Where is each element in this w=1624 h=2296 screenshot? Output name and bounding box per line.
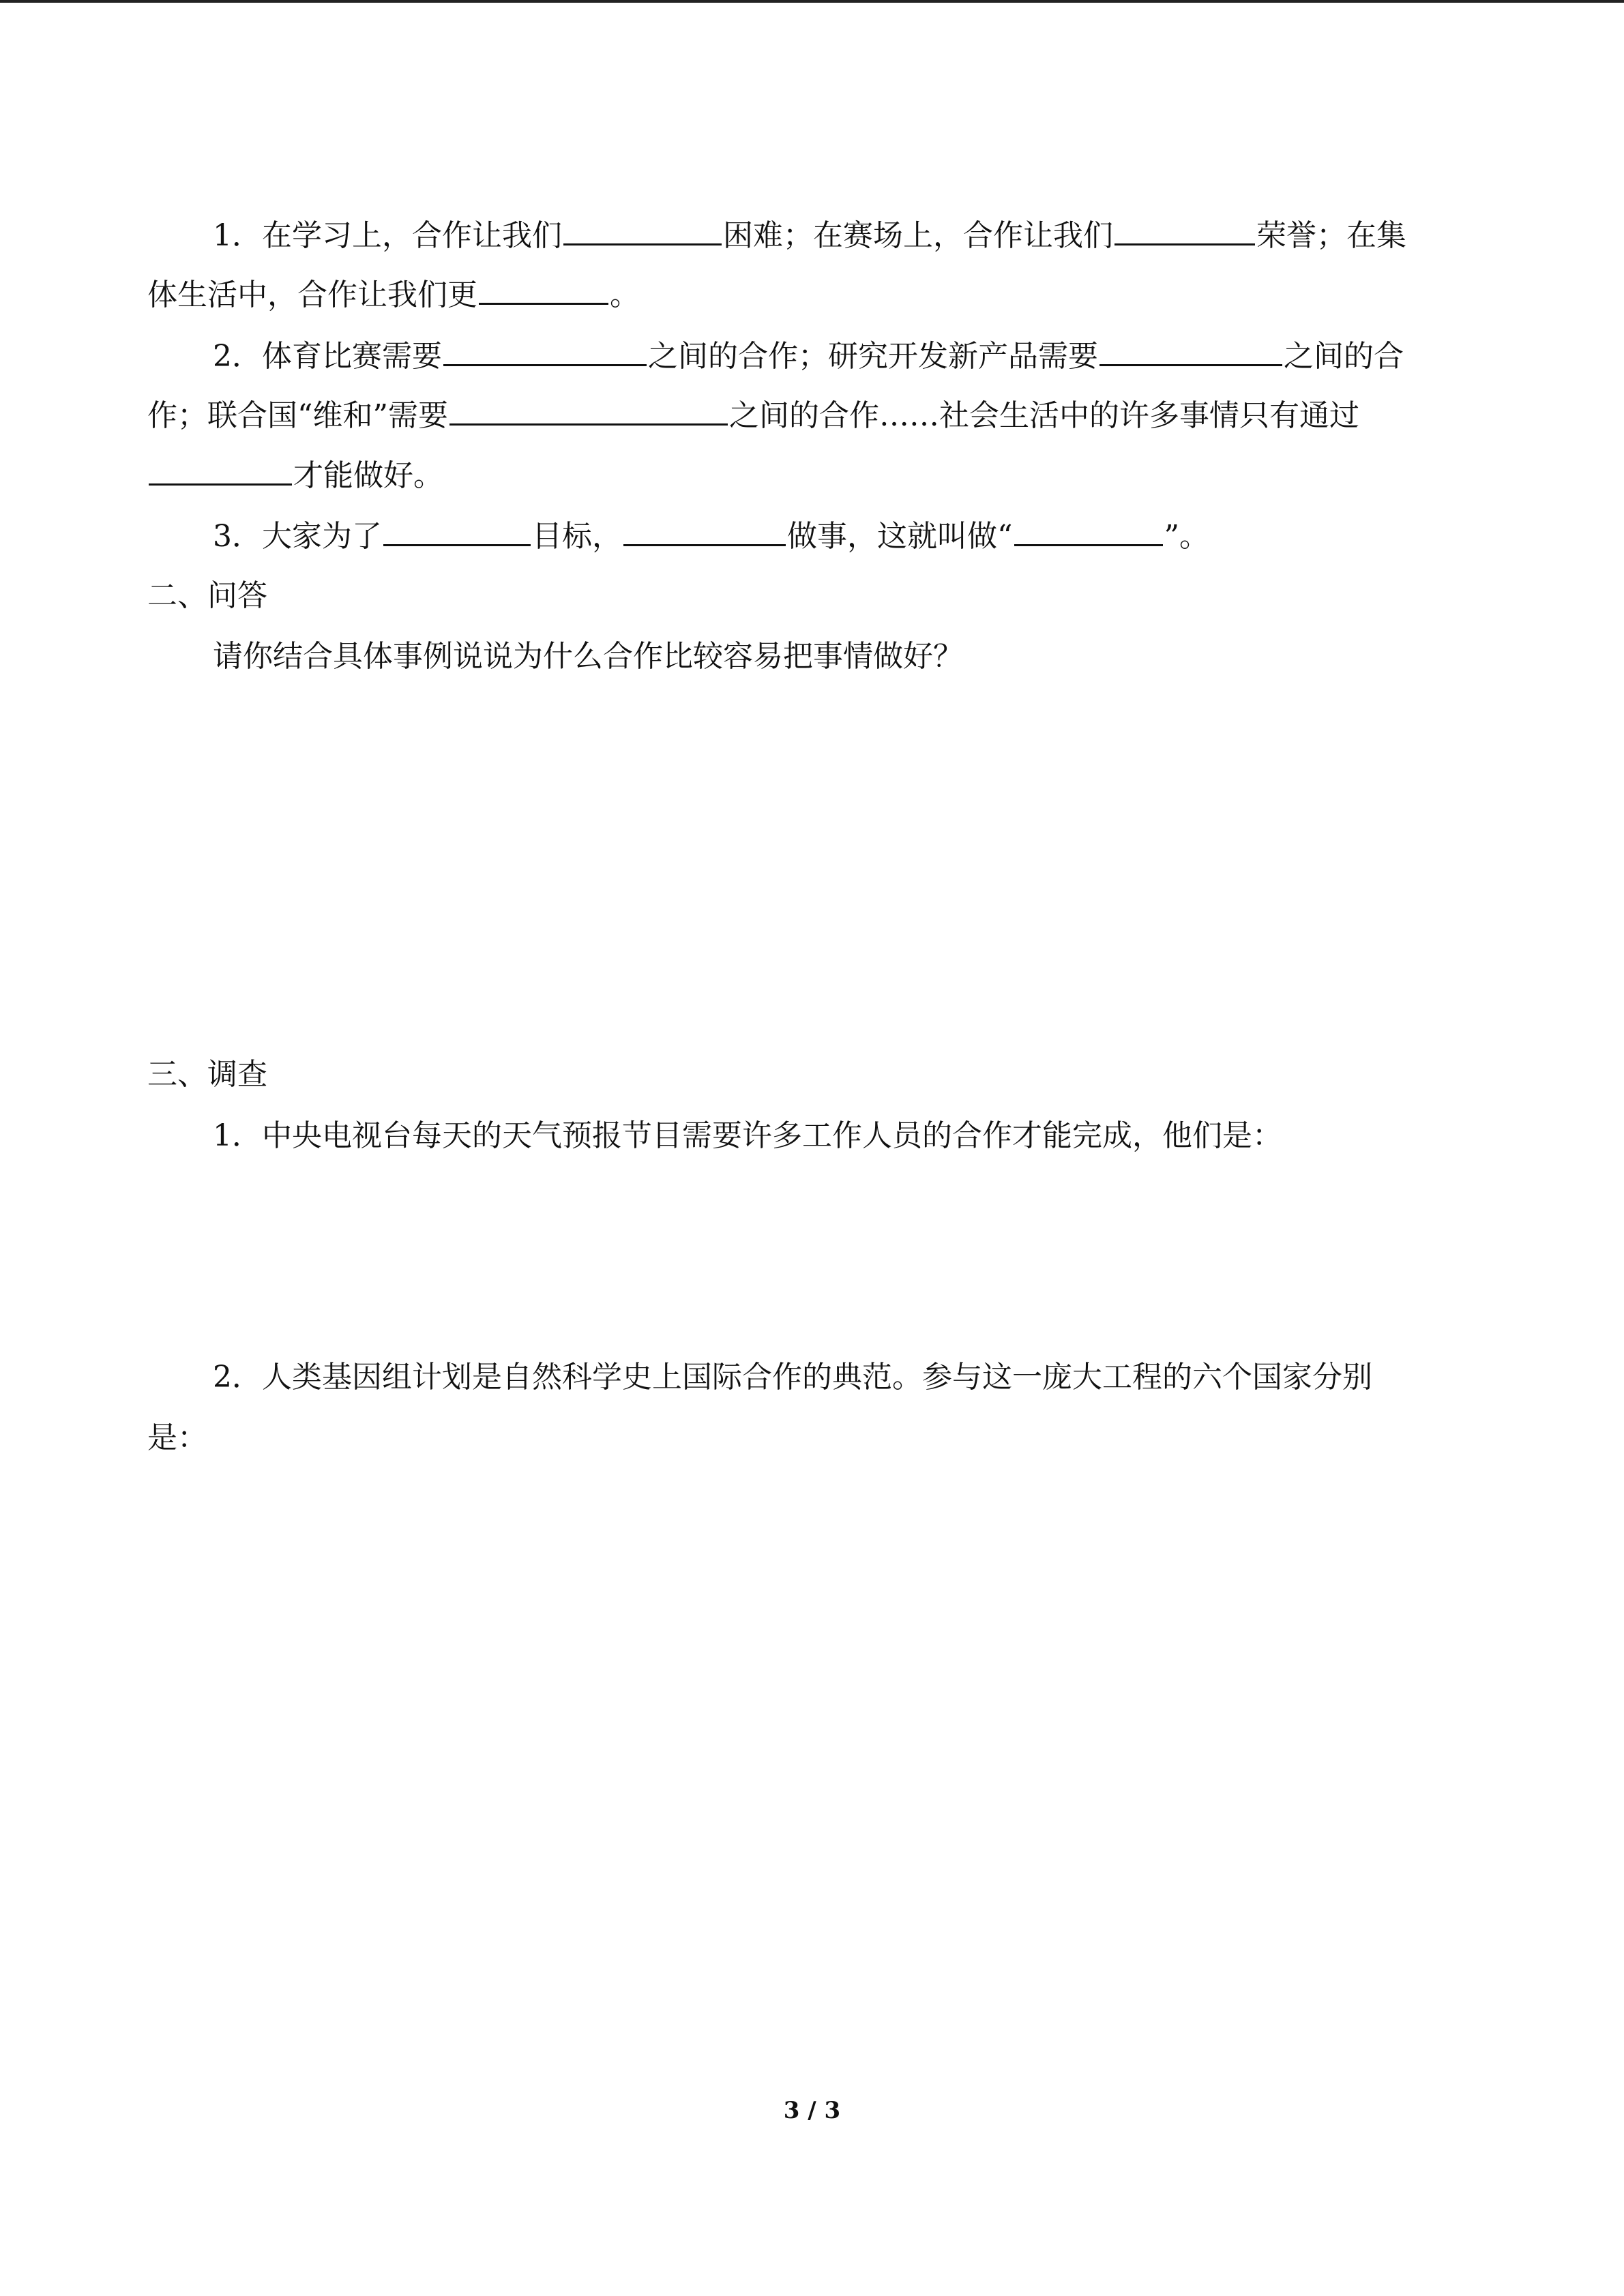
section3-heading: 三、调查: [147, 1057, 267, 1092]
fill-blank-q2-line3: [147, 456, 1477, 496]
q2-text-c: 之间的合: [1284, 339, 1404, 374]
q1-text-b: 困难；在赛场上，合作让我们: [723, 218, 1113, 253]
q1-blank-3[interactable]: [479, 302, 608, 305]
q1-text-a: 1．在学习上，合作让我们: [213, 218, 562, 253]
q3-text-b: 目标，: [532, 519, 622, 554]
q2-blank-4[interactable]: [149, 483, 292, 486]
q1-text-c: 荣誉；在集: [1256, 218, 1406, 253]
q3-blank-3[interactable]: [1014, 543, 1163, 546]
fill-blank-q2-line2: [147, 396, 1477, 436]
section3-q2-line2: 是：: [147, 1420, 207, 1455]
fill-blank-q3-line1: [213, 516, 1477, 557]
q1-text-e: 。: [610, 278, 640, 312]
q2-blank-3[interactable]: [449, 423, 728, 426]
q3-text-a: 3．大家为了: [213, 519, 382, 554]
fill-blank-q1-line2: [147, 275, 1477, 316]
q2-text-a: 2．体育比赛需要: [213, 339, 442, 374]
q2-text-d: 作；联合国“维和”需要: [147, 398, 448, 433]
section3-q2-line1: 2．人类基因组计划是自然科学史上国际合作的典范。参与这一庞大工程的六个国家分别: [213, 1360, 1372, 1395]
q3-blank-1[interactable]: [383, 543, 531, 546]
section2-question: 请你结合具体事例说说为什么合作比较容易把事情做好？: [213, 639, 963, 674]
q2-text-b: 之间的合作；研究开发新产品需要: [648, 339, 1098, 374]
q1-blank-1[interactable]: [563, 243, 722, 245]
q2-blank-2[interactable]: [1099, 363, 1282, 366]
q2-blank-1[interactable]: [443, 363, 647, 366]
q3-text-c: 做事，这就叫做“: [787, 519, 1013, 554]
top-border: [0, 0, 1624, 3]
section3-q1: 1．中央电视台每天的天气预报节目需要许多工作人员的合作才能完成，他们是：: [213, 1118, 1282, 1153]
section2-heading: 二、问答: [147, 578, 267, 613]
page-number: 3 / 3: [783, 2097, 841, 2124]
q1-blank-2[interactable]: [1114, 243, 1255, 245]
fill-blank-q1-line1: [213, 215, 1477, 256]
q2-text-f: 才能做好。: [293, 458, 443, 493]
fill-blank-q2-line1: [213, 336, 1477, 377]
q2-text-e: 之间的合作……社会生活中的许多事情只有通过: [729, 398, 1359, 433]
q1-text-d: 体生活中，合作让我们更: [147, 278, 477, 312]
q3-text-d: ”。: [1164, 519, 1209, 554]
q3-blank-2[interactable]: [623, 543, 786, 546]
